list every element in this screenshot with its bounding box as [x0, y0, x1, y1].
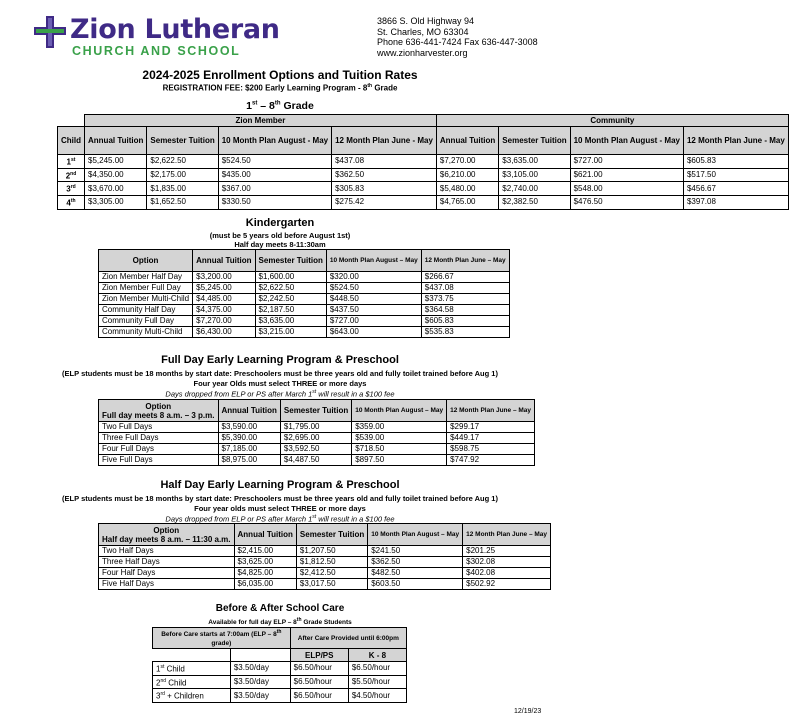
table-cell: $305.83	[332, 182, 437, 196]
row-label: 3rd	[58, 182, 85, 196]
row-label: Zion Member Half Day	[99, 272, 193, 283]
table-cell: $6,035.00	[234, 579, 296, 590]
half-day-fee-note: Days dropped from ELP or PS after March 1st will result in a $100 fee	[165, 514, 395, 524]
row-label: Community Multi-Child	[99, 327, 193, 338]
table-cell: $367.00	[218, 182, 331, 196]
school-name: Zion Lutheran	[70, 14, 280, 45]
table-cell: $605.83	[683, 155, 788, 169]
column-header: 12 Month Plan June – May	[447, 400, 535, 422]
table-cell: $1,835.00	[147, 182, 218, 196]
kindergarten-hours: Half day meets 8-11:30am	[234, 240, 326, 249]
table-cell: $6.50/hour	[348, 662, 406, 676]
table-row	[99, 283, 510, 294]
column-header: K - 8	[348, 649, 406, 662]
table-cell: $3,625.00	[234, 557, 296, 568]
table-cell: $4,485.00	[193, 294, 255, 305]
letterhead	[30, 8, 540, 62]
table-cell: $727.00	[570, 155, 683, 169]
table-row	[153, 662, 407, 676]
table-cell: $1,600.00	[255, 272, 326, 283]
table-cell: $1,652.50	[147, 195, 218, 209]
column-header: Option	[99, 250, 193, 272]
table-cell: $402.08	[463, 568, 551, 579]
cross-logo-icon	[34, 16, 66, 48]
table-cell: $3,215.00	[255, 327, 326, 338]
full-day-title: Full Day Early Learning Program & Preschool	[161, 354, 399, 366]
table-cell: $275.42	[332, 195, 437, 209]
column-header: Semester Tuition	[147, 127, 218, 155]
table-cell: $5,245.00	[85, 155, 147, 169]
table-row	[99, 316, 510, 327]
row-label: 2nd	[58, 168, 85, 182]
zion-member-header: Zion Member	[85, 115, 437, 127]
table-cell: $5,480.00	[436, 182, 498, 196]
table-row	[99, 444, 535, 455]
phone-line: Phone 636-441-7424 Fax 636-447-3008	[377, 37, 538, 48]
table-cell: $2,740.00	[499, 182, 570, 196]
care-title: Before & After School Care	[215, 603, 345, 614]
table-cell: $4,487.50	[280, 455, 351, 466]
table-cell: $598.75	[447, 444, 535, 455]
table-cell: $476.50	[570, 195, 683, 209]
table-cell: $3,670.00	[85, 182, 147, 196]
table-cell: $456.67	[683, 182, 788, 196]
table-cell: $437.08	[421, 283, 509, 294]
column-header: ELP/PS	[290, 649, 348, 662]
table-cell: $3.50/day	[230, 689, 290, 703]
table-cell: $7,270.00	[193, 316, 255, 327]
table-row	[99, 455, 535, 466]
table-cell: $397.08	[683, 195, 788, 209]
table-cell: $621.00	[570, 168, 683, 182]
row-label: Three Half Days	[99, 557, 235, 568]
table-cell: $747.92	[447, 455, 535, 466]
table-row	[99, 557, 551, 568]
column-header: 10 Month Plan August - May	[218, 127, 331, 155]
column-header: Semester Tuition	[296, 524, 367, 546]
table-row	[99, 422, 535, 433]
table-cell: $5.50/hour	[348, 675, 406, 689]
full-day-fee-note: Days dropped from ELP or PS after March 1st will result in a $100 fee	[165, 389, 395, 399]
table-cell: $330.50	[218, 195, 331, 209]
table-row	[99, 272, 510, 283]
table-row	[99, 568, 551, 579]
table-cell: $3,635.00	[255, 316, 326, 327]
table-cell: $3,592.50	[280, 444, 351, 455]
before-care-header: Before Care starts at 7:00am (ELP – 8th grade)	[153, 628, 291, 649]
table-cell: $7,270.00	[436, 155, 498, 169]
column-header: 12 Month Plan June - May	[332, 127, 437, 155]
table-cell: $437.50	[326, 305, 421, 316]
column-header: Annual Tuition	[85, 127, 147, 155]
table-cell: $299.17	[447, 422, 535, 433]
table-cell: $4,765.00	[436, 195, 498, 209]
row-label: Five Full Days	[99, 455, 219, 466]
column-header: Annual Tuition	[193, 250, 255, 272]
row-label: Three Full Days	[99, 433, 219, 444]
column-header: Semester Tuition	[255, 250, 326, 272]
table-cell: $603.50	[368, 579, 463, 590]
table-row	[99, 327, 510, 338]
table-cell: $2,187.50	[255, 305, 326, 316]
care-table	[152, 627, 407, 703]
table-cell: $482.50	[368, 568, 463, 579]
table-cell: $524.50	[326, 283, 421, 294]
grades-table	[57, 114, 789, 210]
table-cell: $449.17	[447, 433, 535, 444]
document-title: 2024-2025 Enrollment Options and Tuition Rates	[142, 68, 418, 82]
table-cell: $2,412.50	[296, 568, 367, 579]
address-line: St. Charles, MO 63304	[377, 26, 469, 37]
row-label: 4th	[58, 195, 85, 209]
table-cell: $5,390.00	[218, 433, 280, 444]
table-cell: $359.00	[352, 422, 447, 433]
table-cell: $7,185.00	[218, 444, 280, 455]
table-cell: $320.00	[326, 272, 421, 283]
table-cell: $435.00	[218, 168, 331, 182]
table-cell: $3,200.00	[193, 272, 255, 283]
date-stamp: 12/19/23	[514, 708, 542, 715]
full-day-note: (ELP students must be 18 months by start date: Preschoolers must be three years old and fully toilet trained before Aug 1)	[62, 369, 498, 378]
kindergarten-table	[98, 249, 510, 338]
table-cell: $362.50	[332, 168, 437, 182]
table-cell: $605.83	[421, 316, 509, 327]
table-cell: $1,207.50	[296, 546, 367, 557]
table-cell: $548.00	[570, 182, 683, 196]
table-cell: $241.50	[368, 546, 463, 557]
column-header: 12 Month Plan June – May	[463, 524, 551, 546]
row-label: Two Half Days	[99, 546, 235, 557]
table-cell: $502.92	[463, 579, 551, 590]
table-cell: $4,375.00	[193, 305, 255, 316]
table-cell: $6,210.00	[436, 168, 498, 182]
registration-fee: REGISTRATION FEE: $200 Early Learning Program - 8th Grade	[162, 83, 398, 93]
column-header: 12 Month Plan June - May	[683, 127, 788, 155]
option-header: Option Full day meets 8 a.m. – 3 p.m.	[99, 400, 219, 422]
table-cell: $2,695.00	[280, 433, 351, 444]
child-header: Child	[58, 127, 85, 155]
row-label: 2nd Child	[153, 675, 231, 689]
kindergarten-note: (must be 5 years old before August 1st)	[209, 231, 351, 240]
table-cell: $3.50/day	[230, 675, 290, 689]
table-row	[153, 689, 407, 703]
table-row	[99, 433, 535, 444]
column-header: Annual Tuition	[218, 400, 280, 422]
table-cell: $6.50/hour	[290, 662, 348, 676]
table-cell: $718.50	[352, 444, 447, 455]
half-day-note: (ELP students must be 18 months by start date: Preschoolers must be three years old and fully toilet trained before Aug 1)	[62, 494, 498, 503]
table-cell: $6,430.00	[193, 327, 255, 338]
row-label: Four Full Days	[99, 444, 219, 455]
table-cell: $897.50	[352, 455, 447, 466]
table-cell: $364.58	[421, 305, 509, 316]
half-day-note: Four year olds must select THREE or more days	[194, 504, 366, 513]
half-day-title: Half Day Early Learning Program & Preschool	[160, 479, 400, 491]
table-cell: $539.00	[352, 433, 447, 444]
row-label: Zion Member Full Day	[99, 283, 193, 294]
row-label: 1st Child	[153, 662, 231, 676]
column-header: Annual Tuition	[234, 524, 296, 546]
table-cell: $524.50	[218, 155, 331, 169]
table-cell: $3,305.00	[85, 195, 147, 209]
table-cell: $4,350.00	[85, 168, 147, 182]
row-label: Five Half Days	[99, 579, 235, 590]
table-row	[58, 168, 789, 182]
table-row	[58, 155, 789, 169]
community-header: Community	[436, 115, 788, 127]
row-label: Four Half Days	[99, 568, 235, 579]
column-header: 10 Month Plan August - May	[570, 127, 683, 155]
table-cell: $1,795.00	[280, 422, 351, 433]
address-block	[377, 16, 538, 58]
row-label: 1st	[58, 155, 85, 169]
care-note: Available for full day ELP – 8th Grade Students	[208, 617, 352, 627]
table-cell: $201.25	[463, 546, 551, 557]
table-cell: $266.67	[421, 272, 509, 283]
table-row	[58, 195, 789, 209]
table-cell: $2,622.50	[147, 155, 218, 169]
half-day-table	[98, 523, 551, 590]
table-cell: $4,825.00	[234, 568, 296, 579]
website-link[interactable]: www.zionharvester.org	[377, 47, 468, 58]
column-header: 10 Month Plan August – May	[326, 250, 421, 272]
school-subtitle: CHURCH AND SCHOOL	[72, 44, 241, 58]
table-cell: $2,415.00	[234, 546, 296, 557]
table-cell: $448.50	[326, 294, 421, 305]
table-cell: $6.50/hour	[290, 675, 348, 689]
table-cell: $362.50	[368, 557, 463, 568]
column-header: 10 Month Plan August – May	[352, 400, 447, 422]
table-cell: $3,590.00	[218, 422, 280, 433]
table-row	[99, 294, 510, 305]
column-header: Semester Tuition	[280, 400, 351, 422]
table-row	[99, 579, 551, 590]
table-row	[153, 675, 407, 689]
table-cell: $2,242.50	[255, 294, 326, 305]
column-header: Annual Tuition	[436, 127, 498, 155]
table-cell: $437.08	[332, 155, 437, 169]
table-cell: $727.00	[326, 316, 421, 327]
table-cell: $3,105.00	[499, 168, 570, 182]
row-label: Community Half Day	[99, 305, 193, 316]
table-cell: $373.75	[421, 294, 509, 305]
grades-title: 1st – 8th Grade	[246, 100, 314, 112]
row-label: Two Full Days	[99, 422, 219, 433]
full-day-table	[98, 399, 535, 466]
table-cell: $3,017.50	[296, 579, 367, 590]
table-cell: $535.83	[421, 327, 509, 338]
after-care-header: After Care Provided until 6:00pm	[290, 628, 406, 649]
column-header: 12 Month Plan June – May	[421, 250, 509, 272]
column-header: 10 Month Plan August – May	[368, 524, 463, 546]
table-cell: $3,635.00	[499, 155, 570, 169]
table-row	[99, 305, 510, 316]
table-cell: $3.50/day	[230, 662, 290, 676]
grades-rows	[58, 155, 789, 210]
table-cell: $643.00	[326, 327, 421, 338]
table-cell: $302.08	[463, 557, 551, 568]
option-header: Option Half day meets 8 a.m. – 11:30 a.m.	[99, 524, 235, 546]
table-row	[58, 182, 789, 196]
column-header: Semester Tuition	[499, 127, 570, 155]
row-label: 3rd + Children	[153, 689, 231, 703]
table-cell: $517.50	[683, 168, 788, 182]
kindergarten-title: Kindergarten	[245, 217, 315, 229]
table-cell: $5,245.00	[193, 283, 255, 294]
full-day-note: Four year Olds must select THREE or more days	[193, 379, 367, 388]
row-label: Zion Member Multi-Child	[99, 294, 193, 305]
table-row	[99, 546, 551, 557]
table-cell: $1,812.50	[296, 557, 367, 568]
table-cell: $2,382.50	[499, 195, 570, 209]
row-label: Community Full Day	[99, 316, 193, 327]
table-cell: $2,175.00	[147, 168, 218, 182]
table-cell: $4.50/hour	[348, 689, 406, 703]
address-line: 3866 S. Old Highway 94	[377, 16, 475, 26]
table-cell: $2,622.50	[255, 283, 326, 294]
table-cell: $8,975.00	[218, 455, 280, 466]
table-cell: $6.50/hour	[290, 689, 348, 703]
